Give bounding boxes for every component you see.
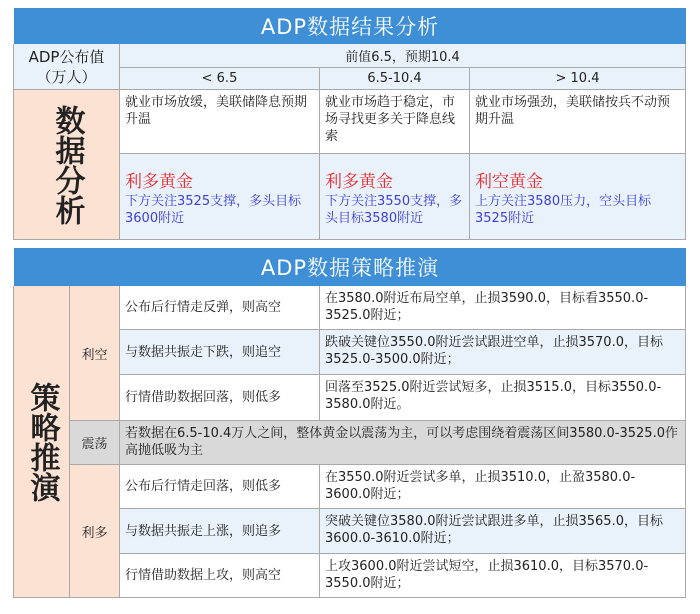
detail-low: 下方关注3525支撑，多头目标3600附近 [125, 194, 302, 226]
bullish-strategy-2: 突破关键位3580.0附近尝试跟进多单，止损3565.0，目标3600.0-3610.0附近； [320, 509, 686, 554]
range-strategy: 若数据在6.5-10.4万人之间，整体黄金以震荡为主，可以考虑围绕着震荡区间3580.0-3525.0作高抛低吸为主 [120, 421, 686, 465]
group-label-bearish: 利空 [70, 286, 120, 421]
frame-left-2 [13, 286, 14, 598]
group-label-bullish: 利多 [70, 465, 120, 598]
adp-label-line1: ADP公布值 [28, 47, 105, 66]
bullish-scenario-2: 与数据共振走上涨，则追多 [120, 509, 320, 554]
section2-title: ADP数据策略推演 [14, 248, 686, 286]
bearish-scenario-2: 与数据共振走下跌，则追空 [120, 330, 320, 375]
verdict-high: 利空黄金 [475, 172, 543, 192]
bullish-scenario-1: 公布后行情走回落，则低多 [120, 465, 320, 509]
detail-high: 上方关注3580压力，空头目标3525附近 [475, 194, 652, 226]
verdict-mid: 利多黄金 [325, 172, 393, 192]
detail-mid: 下方关注3550支撑，多头目标3580附近 [325, 194, 463, 226]
analysis-high: 就业市场强劲，美联储按兵不动预期升温 [470, 90, 686, 154]
previous-expected: 前值6.5，预期10.4 [120, 44, 686, 68]
adp-label-cell [14, 44, 120, 90]
group-label-range: 震荡 [70, 421, 120, 465]
bearish-scenario-3: 行情借助数据回落，则低多 [120, 375, 320, 421]
verdict-cell-mid [320, 154, 470, 240]
bullish-scenario-3: 行情借助数据上攻，则高空 [120, 554, 320, 598]
data-analysis-side-label: 数据分析 [14, 90, 120, 240]
frame-left-1 [13, 44, 14, 240]
bullish-strategy-1: 在3550.0附近尝试多单，止损3510.0，止盈3580.0-3600.0附近； [320, 465, 686, 509]
analysis-low: 就业市场放缓，美联储降息预期升温 [120, 90, 320, 154]
bearish-strategy-2: 跌破关键位3550.0附近尝试跟进空单，止损3570.0，目标3525.0-3500.0附近； [320, 330, 686, 375]
strategy-side-label: 策略推演 [14, 286, 70, 598]
bearish-strategy-1: 在3580.0附近布局空单，止损3590.0，目标看3550.0-3525.0附近； [320, 286, 686, 330]
verdict-cell-low [120, 154, 320, 240]
bullish-strategy-3: 上攻3600.0附近尝试短空，止损3610.0，目标3570.0-3550.0附近； [320, 554, 686, 598]
range-high: > 10.4 [470, 68, 686, 90]
bearish-scenario-1: 公布后行情走反弹，则高空 [120, 286, 320, 330]
verdict-cell-high [470, 154, 686, 240]
analysis-mid: 就业市场趋于稳定，市场寻找更多关于降息线索 [320, 90, 470, 154]
verdict-low: 利多黄金 [125, 172, 193, 192]
adp-label-line2: （万人） [36, 67, 97, 86]
range-mid: 6.5-10.4 [320, 68, 470, 90]
section1-title: ADP数据结果分析 [14, 8, 686, 44]
range-low: < 6.5 [120, 68, 320, 90]
bearish-strategy-3: 回落至3525.0附近尝试短多，止损3515.0，目标3550.0-3580.0附近。 [320, 375, 686, 421]
